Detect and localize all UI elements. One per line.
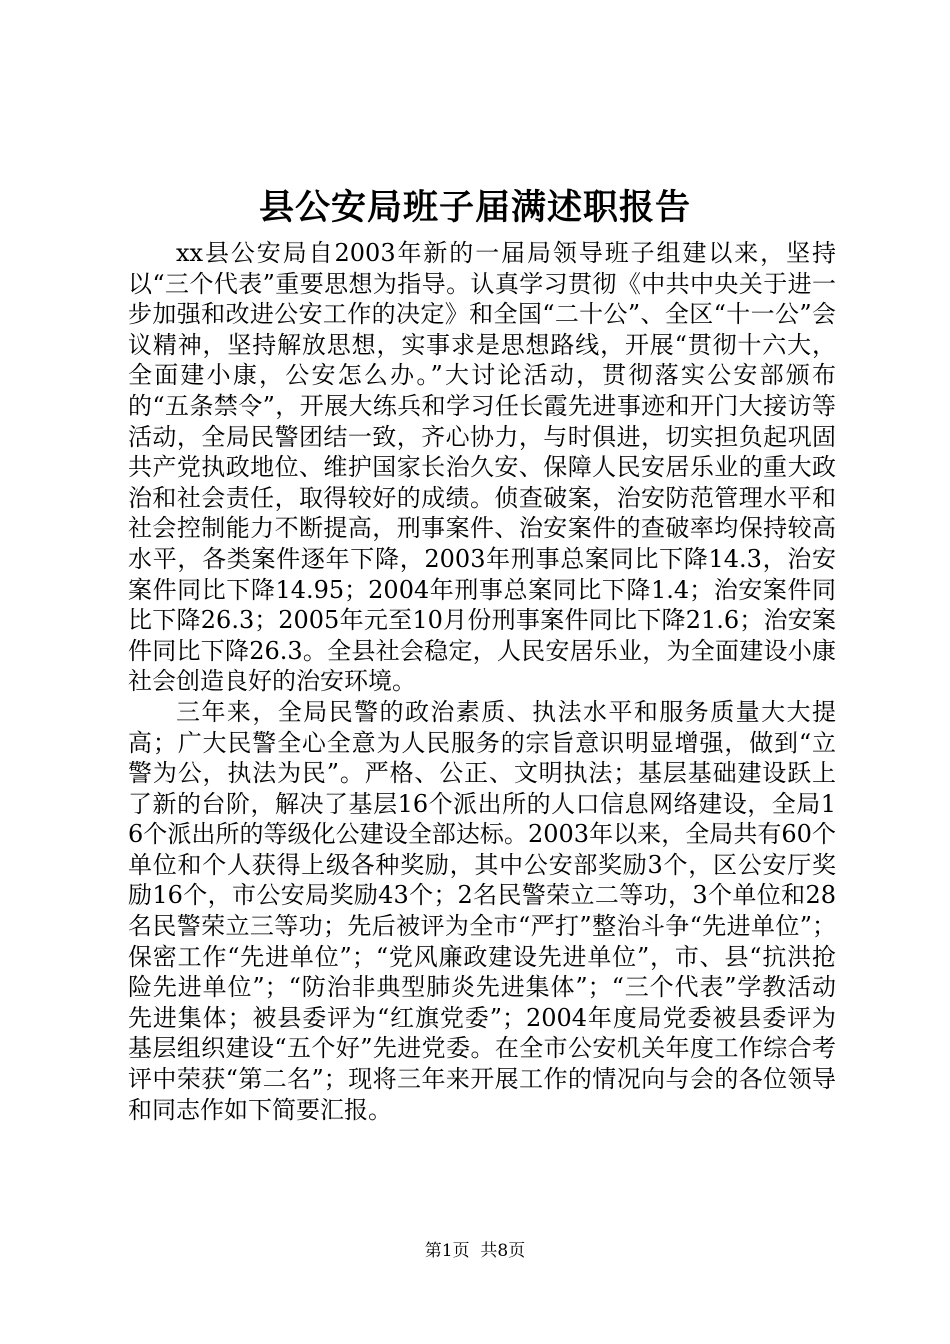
paragraph-2: 三年来，全局民警的政治素质、执法水平和服务质量大大提高；广大民警全心全意为人民服务的宗旨意识明显增强，做到“立警为公，执法为民”。严格、公正、文明执法；基层基础建设跃上了新的台阶，解决了基层16个派出所的人口信息网络建设，全局16个派出所的等级化公建设全部达标。2003年以来，全局共有60个单位和个人获得上级各种奖励，其中公安部奖励3个，区公安厅奖励16个，市公安局奖励43个；2名民警荣立二等功，3个单位和28名民警荣立三等功；先后被评为全市“严打”整治斗争“先进单位”；保密工作“先进单位”；“党风廉政建设先进单位”，市、县“抗洪抢险先进单位”；“防治非典型肺炎先进集体”；“三个代表”学教活动先进集体；被县委评为“红旗党委”；2004年度局党委被县委评为基层组织建设“五个好”先进党委。在全市公安机关年度工作综合考评中荣获“第二名”；现将三年来开展工作的情况向与会的各位领导和同志作如下简要汇报。 (128, 697, 836, 1124)
page-footer (0, 1240, 950, 1262)
document-title: 县公安局班子届满述职报告 (258, 187, 691, 228)
page-number: 第1页 (424, 1241, 470, 1261)
page-total: 共8页 (480, 1241, 526, 1261)
document-body (128, 238, 836, 1125)
paragraph-1: xx县公安局自2003年新的一届局领导班子组建以来，坚持以“三个代表”重要思想为指导。认真学习贯彻《中共中央关于进一步加强和改进公安工作的决定》和全国“二十公”、全区“十一公”会议精神，坚持解放思想，实事求是思想路线，开展“贯彻十六大，全面建小康，公安怎么办。”大讨论活动，贯彻落实公安部颁布的“五条禁令”，开展大练兵和学习任长霞先进事迹和开门大接访等活动，全局民警团结一致，齐心协力，与时俱进，切实担负起巩固共产党执政地位、维护国家长治久安、保障人民安居乐业的重大政治和社会责任，取得较好的成绩。侦查破案，治安防范管理水平和社会控制能力不断提高，刑事案件、治安案件的查破率均保持较高水平，各类案件逐年下降，2003年刑事总案同比下降14.3，治安案件同比下降14.95；2004年刑事总案同比下降1.4；治安案件同比下降26.3；2005年元至10月份刑事案件同比下降21.6；治安案件同比下降26.3。全县社会稳定，人民安居乐业，为全面建设小康社会创造良好的治安环境。 (128, 239, 836, 696)
